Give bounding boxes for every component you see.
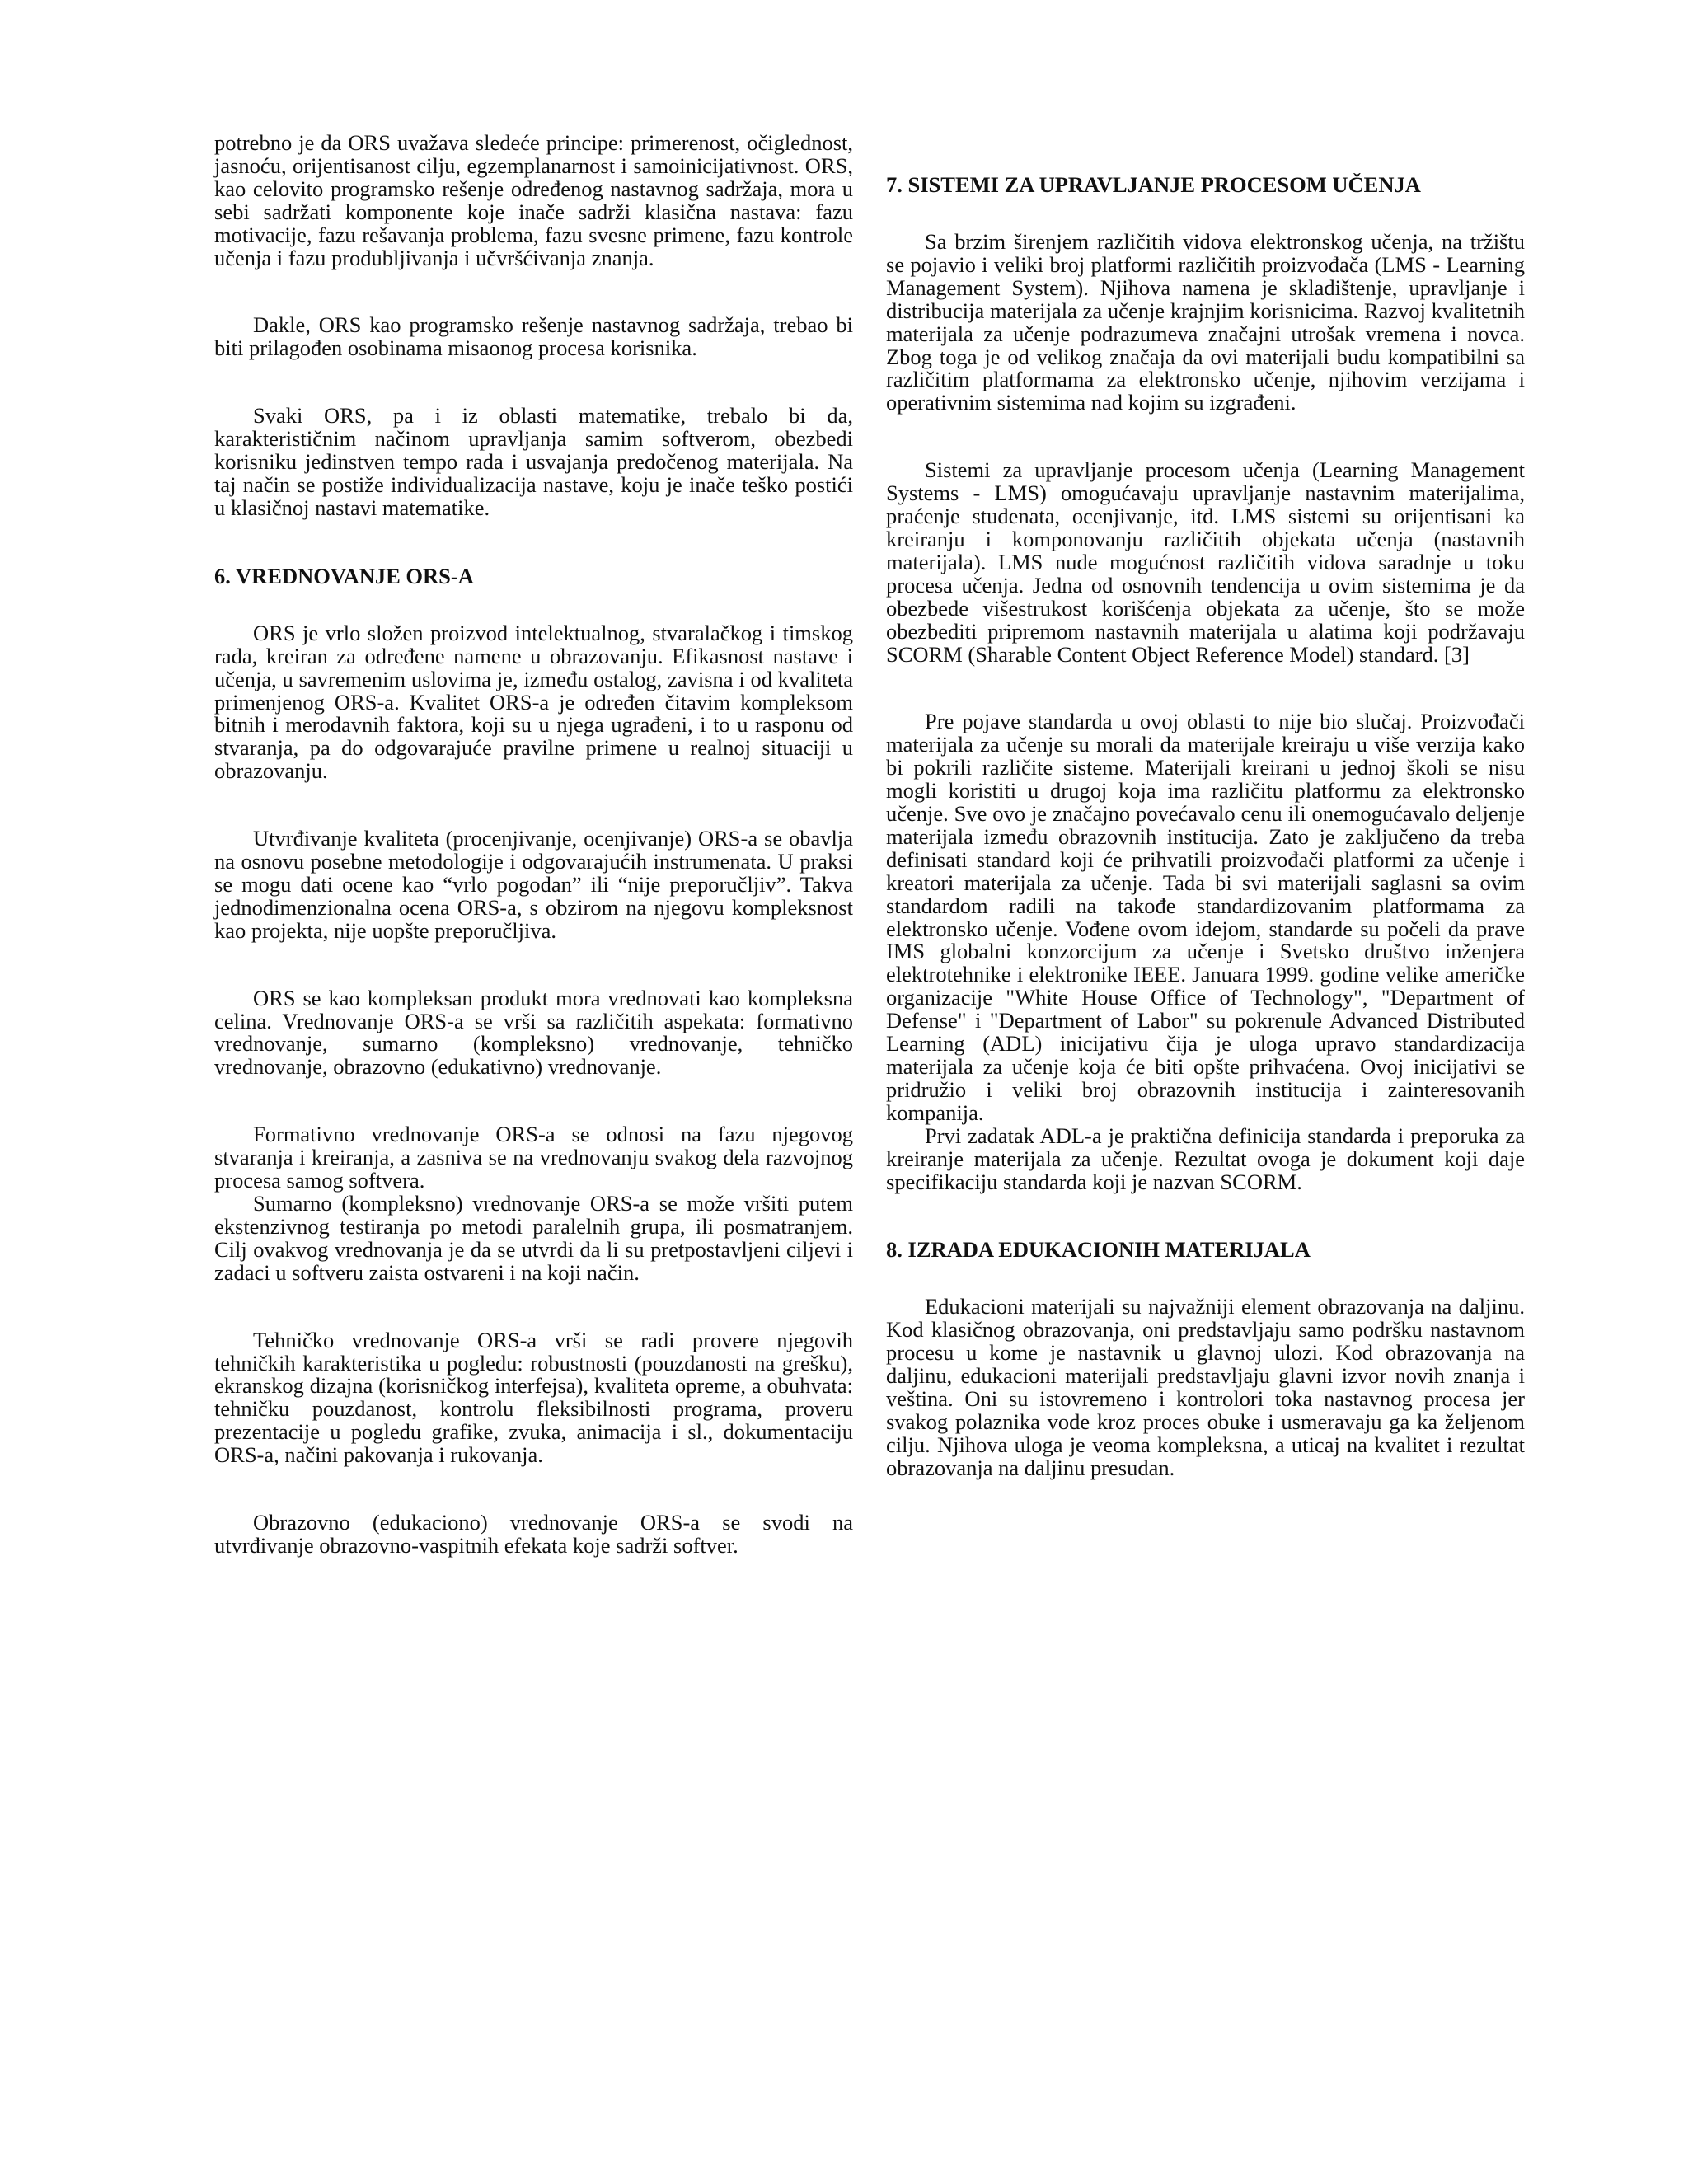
paragraph-ors-adaptation: Dakle, ORS kao programsko rešenje nastavnog sadržaja, trebao bi biti prilagođen osobinama misaonog procesa korisnika. (214, 312, 853, 361)
paragraph-quality-assessment: Utvrđivanje kvaliteta (procenjivanje, ocenjivanje) ORS-a se obavlja na osnovu posebne metodologije i odgovarajućih instrumenata. U praksi se mogu dati ocene kao “vrlo pogodan” ili “nije preporučljiv”. Takva jednodimenzionalna ocena ORS-a, s obzirom na njegovu kompleksnost kao projekta, nije uopšte preporučljiva. (214, 826, 853, 943)
paragraph-ors-individualization: Svaki ORS, pa i iz oblasti matematike, trebalo bi da, karakterističnim načinom upravljanja samim softverom, obezbedi korisniku jedinstven tempo rada i usvajanja predočenog materijala. Na taj način se postiže individualizacija nastave, koju je inače teško postići u klasičnoj nastavi matematike. (214, 403, 853, 520)
paragraph-educational-materials: Edukacioni materijali su najvažniji element obrazovanja na daljinu. Kod klasičnog obrazovanja, oni predstavljaju samo podršku nastavnom procesu u kome je nastavnik u glavnoj ulozi. Kod obrazovanja na daljinu, edukacioni materijali predstavljaju glavni izvor novih znanja i veština. Oni su istovremeno i kontrolori toka nastavnog procesa jer svakog polaznika vode kroz proces obuke i usmeravaju ga ka željenom cilju. Njihova uloga je veoma kompleksna, a uticaj na kvalitet i rezultat obrazovanja na daljinu presudan. (886, 1294, 1525, 1480)
right-column (886, 132, 1525, 1525)
paragraph-evaluation-aspects: ORS se kao kompleksan produkt mora vrednovati kao kompleksna celina. Vrednovanje ORS-a se vrši sa različitih aspekata: formativno vrednovanje, sumarno (kompleksno) vrednovanje, tehničko vrednovanje, obrazovno (edukativno) vrednovanje. (214, 985, 853, 1080)
paragraph-technical-evaluation: Tehničko vrednovanje ORS-a vrši se radi provere njegovih tehničkih karakteristika u pogledu: robustnosti (pouzdanosti na grešku), ekranskog dizajna (korisničkog interfejsa), kvaliteta opreme, a obuhvata: tehničku pouzdanost, kontrolu fleksibilnosti programa, proveru prezentacije u pogledu grafike, zvuka, animacija i sl., dokumentaciju ORS-a, načini pakovanja i rukovanja. (214, 1327, 853, 1468)
paragraph-summative-evaluation: Sumarno (kompleksno) vrednovanje ORS-a se može vršiti putem ekstenzivnog testiranja po metodi paralelnih grupa, ili posmatranjem. Cilj ovakvog vrednovanja je da se utvrdi da li su pretpostavljeni ciljevi i zadaci u softveru zaista ostvareni i na koji način. (214, 1191, 853, 1285)
paragraph-ors-principles: potrebno je da ORS uvažava sledeće principe: primerenost, očiglednost, jasnoću, orijentisanost cilju, egzemplanarnost i samoinicijativnost. ORS, kao celovito programsko rešenje određenog nastavnog sadržaja, mora u sebi sadržati komponente koje inače sadrži klasična nastava: fazu motivacije, fazu rešavanja problema, fazu svesne primene, fazu kontrole učenja i fazu produbljivanja i učvršćivanja znanja. (214, 130, 853, 270)
section-heading-8: 8. IZRADA EDUKACIONIH MATERIJALA (886, 1237, 1311, 1263)
section-heading-7: 7. SISTEMI ZA UPRAVLJANJE PROCESOM UČENJA (886, 172, 1421, 197)
paragraph-educational-evaluation: Obrazovno (edukaciono) vrednovanje ORS-a se svodi na utvrđivanje obrazovno-vaspitnih efekata koje sadrži softver. (214, 1510, 853, 1558)
section-heading-6: 6. VREDNOVANJE ORS-A (214, 563, 474, 588)
paragraph-adl-task: Prvi zadatak ADL-a je praktična definicija standarda i preporuka za kreiranje materijala za učenje. Rezultat ovoga je dokument koji daje specifikaciju standarda koji je nazvan SCORM. (886, 1122, 1525, 1194)
paragraph-lms-definition: Sistemi za upravljanje procesom učenja (Learning Management Systems - LMS) omogućavaju upravljanje nastavnim materijalima, praćenje studenata, ocenjivanje, itd. LMS sistemi su orijentisani ka kreiranju i komponovanju različitih objekata učenja (nastavnih materijala). LMS nude mogućnost različitih vidova saradnje u toku procesa učenja. Jedna od osnovnih tendencija u ovim sistemima je da obezbede višestrukost korišćenja objekata za učenje, što se može obezbediti pripremom nastavnih materijala u alatima koji podržavaju SCORM (Sharable Content Object Reference Model) standard. [3] (886, 457, 1525, 667)
paragraph-standards-history: Pre pojave standarda u ovoj oblasti to nije bio slučaj. Proizvođači materijala za učenje su morali da materijale kreiraju u više verzija kako bi pokrili različite sisteme. Materijali kreirani u jednoj školi se nisu mogli koristiti u drugoj koja ima različitu platformu za elektronsko učenje. Sve ovo je značajno povećavalo cenu ili onemogućavalo deljenje materijala između obrazovnih institucija. Zato je zaključeno da treba definisati standard koji će prihvatili proizvođači platformi za učenje i kreatori materijala za učenje. Tada bi svi materijali saglasni sa ovim standardom radili na takođe standardizovanim platformama za elektronsko učenje. Vođene ovom idejom, standarde su počeli da prave IMS globalni konzorcijum za učenje i Svetsko društvo inženjera elektrotehnike i elektronike IEEE. Januara 1999. godine velike američke organizacije "White House Office of Technology", "Department of Defense" i "Department of Labor" su pokrenule Advanced Distributed Learning (ADL) inicijativu čija je uloga upravo standardizacija materijala za učenje koja će biti opšte prihvaćena. Ovoj inicijativi se pridružio i veliki broj obrazovnih institucija i zainteresovanih kompanija. (886, 709, 1525, 1125)
paragraph-ors-complex-product: ORS je vrlo složen proizvod intelektualnog, stvaralačkog i timskog rada, kreiran za određene namene u obrazovanju. Efikasnost nastave i učenja, u savremenim uslovima je, između ostalog, zavisna i od kvaliteta primenjenog ORS-a. Kvalitet ORS-a je određen čitavim kompleksom bitnih i merodavnih faktora, koji su u njega ugrađeni, i to u rasponu od stvaranja, pa do odgovarajuće pravilne primene u realnoj situaciji u obrazovanju. (214, 620, 853, 784)
paragraph-formative-evaluation: Formativno vrednovanje ORS-a se odnosi na fazu njegovog stvaranja i kreiranja, a zasniva se na vrednovanju svakog dela razvojnog procesa samog softvera. (214, 1122, 853, 1193)
paragraph-lms-platforms: Sa brzim širenjem različitih vidova elektronskog učenja, na tržištu se pojavio i veliki broj platformi različitih proizvođača (LMS - Learning Management System). Njihova namena je skladištenje, upravljanje i distribucija materijala za učenje krajnjim korisnicima. Razvoj kvalitetnih materijala za učenje podrazumeva značajni utrošak vremena i novca. Zbog toga je od velikog značaja da ovi materijali budu kompatibilni sa različitim platformama za elektronsko učenje, njihovim verzijama i operativnim sistemima nad kojim su izgrađeni. (886, 229, 1525, 415)
left-column (214, 132, 853, 1602)
